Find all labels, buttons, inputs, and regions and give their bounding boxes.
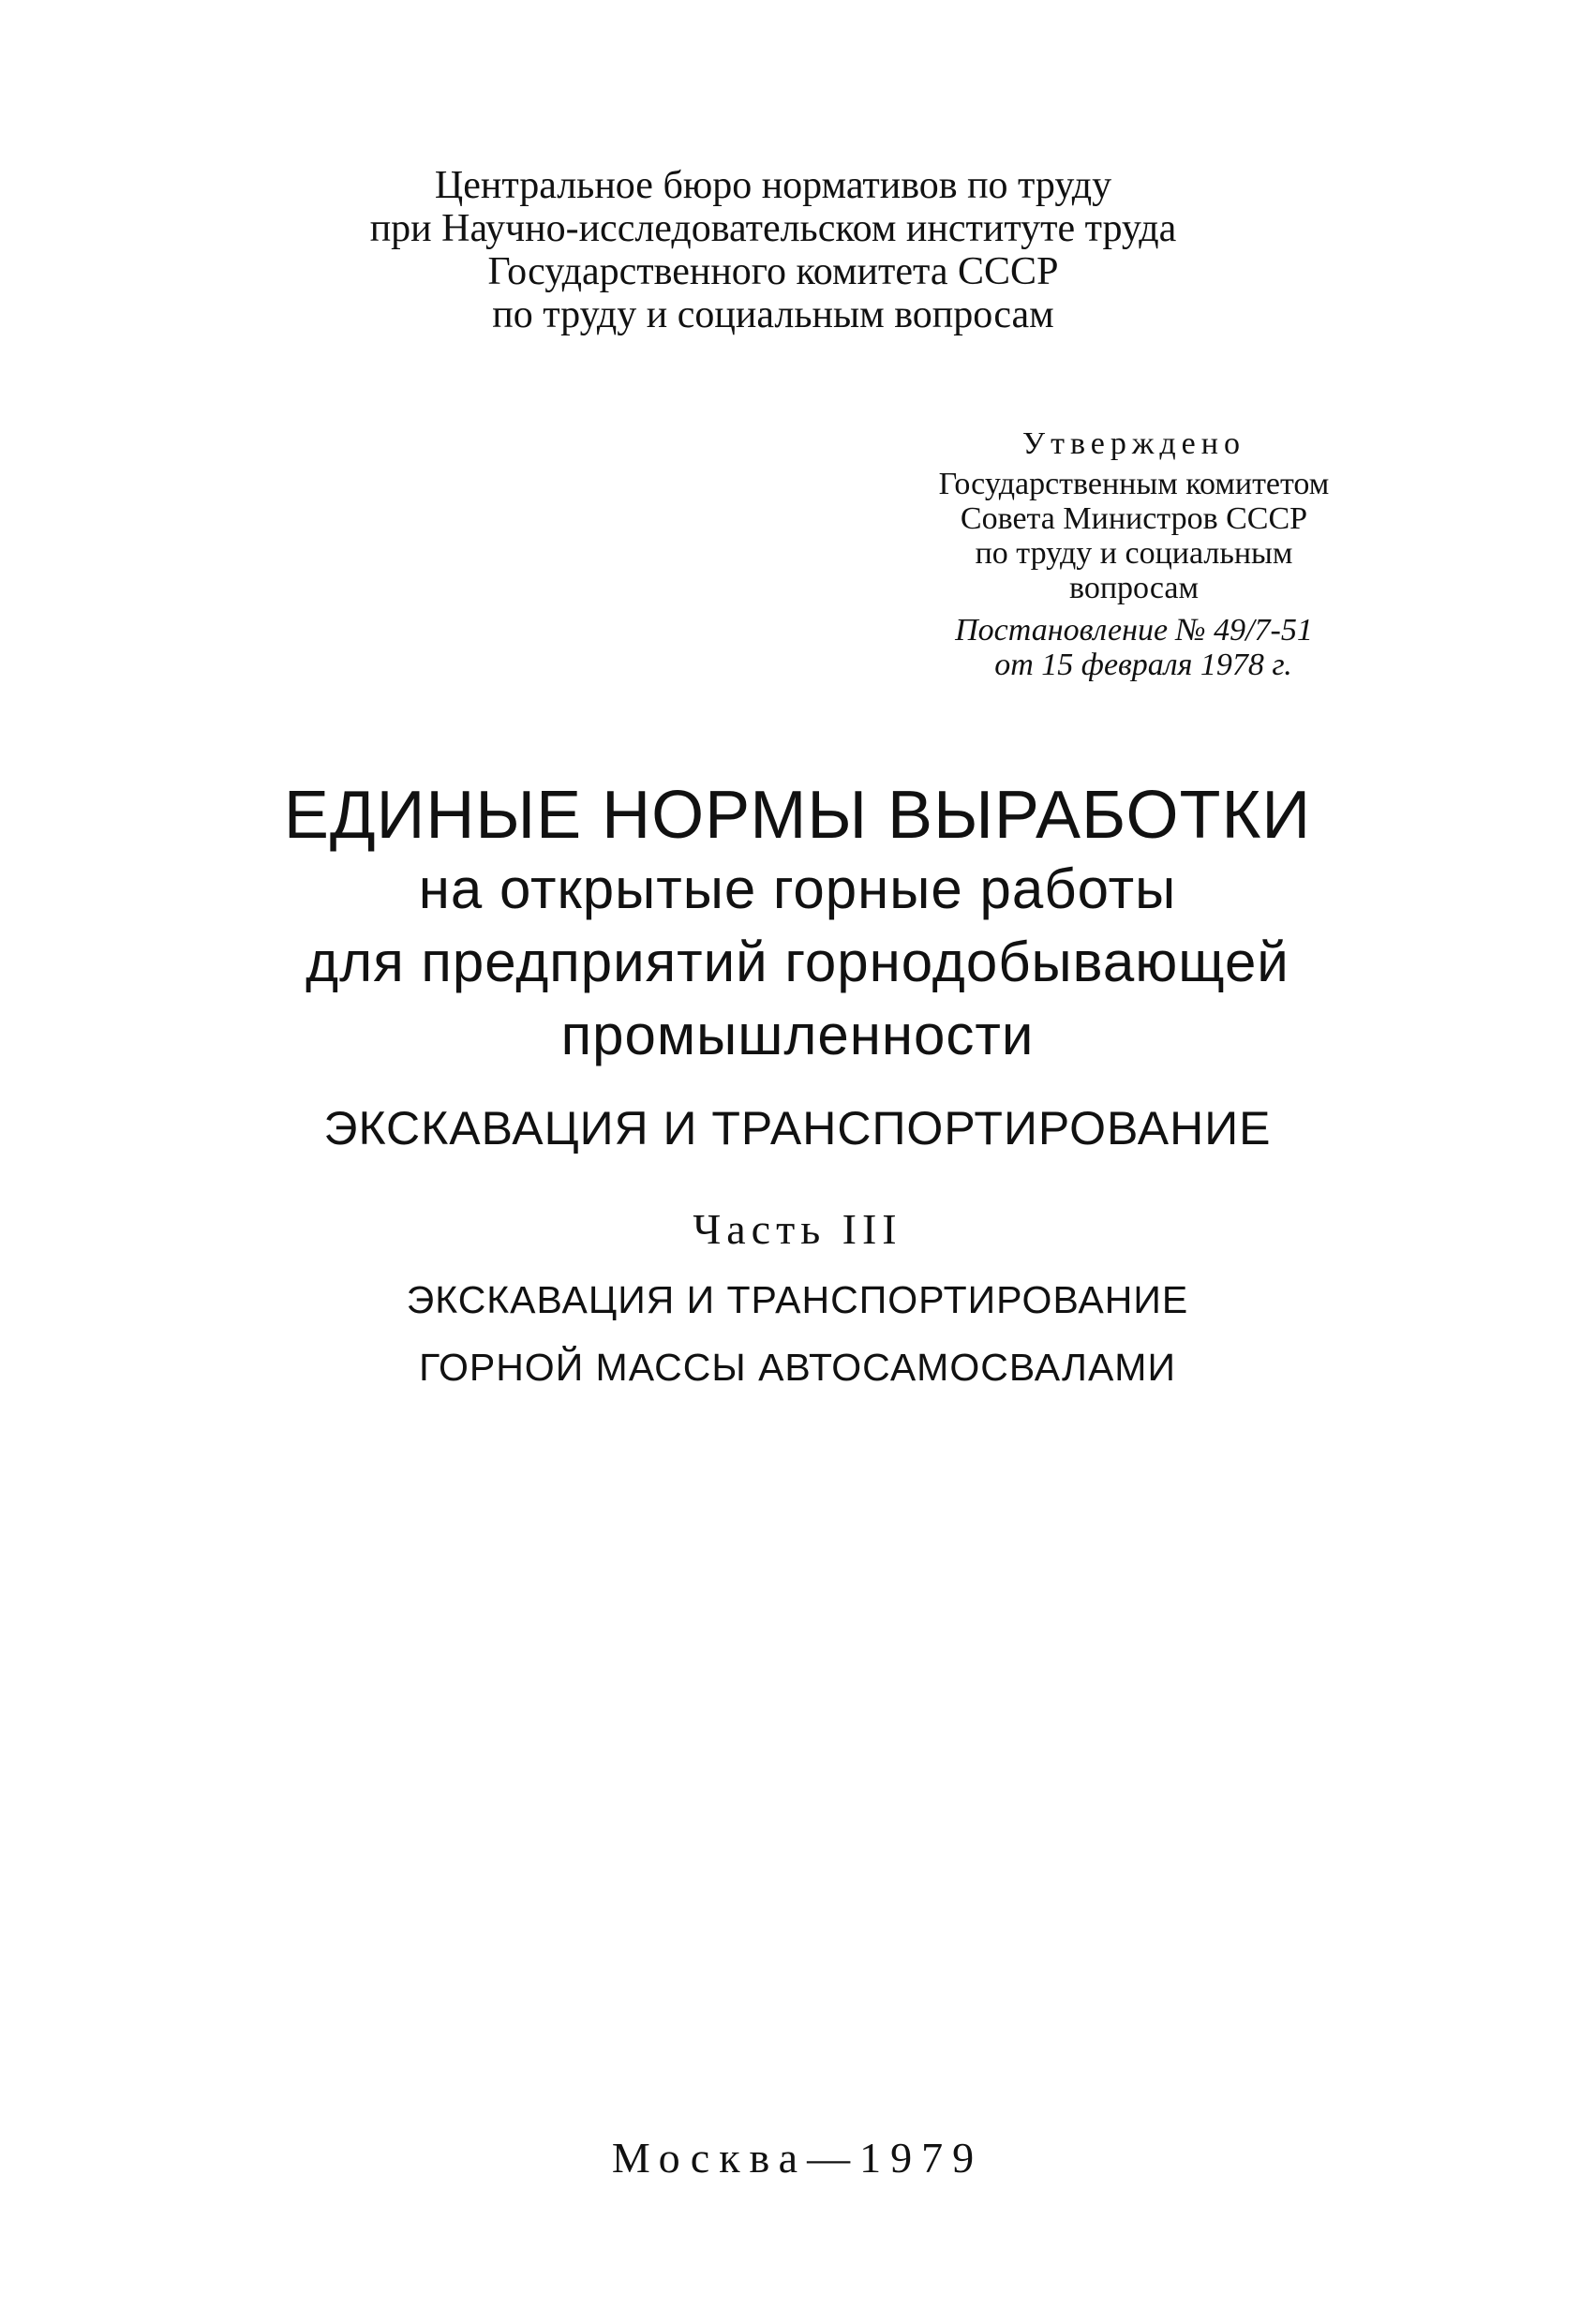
organization-line: при Научно-исследовательском институте труда — [369, 207, 1177, 250]
document-title: ЕДИНЫЕ НОРМЫ ВЫРАБОТКИ — [283, 778, 1312, 853]
approval-line: Совета Министров СССР — [960, 501, 1308, 536]
approval-block — [853, 426, 1415, 682]
part-title-line: ЭКСКАВАЦИЯ И ТРАНСПОРТИРОВАНИЕ — [406, 1278, 1189, 1321]
publication-imprint — [141, 2132, 1454, 2184]
document-subtitle-line: для предприятий горнодобывающей — [306, 931, 1289, 993]
part-number: Часть III — [693, 1205, 902, 1253]
document-subtitle-line: на открытые горные работы — [418, 857, 1177, 920]
document-subtitle-line: промышленности — [560, 1004, 1035, 1066]
organization-line: Государственного комитета СССР — [487, 250, 1059, 293]
part-title-line: ГОРНОЙ МАССЫ АВТОСАМОСВАЛАМИ — [419, 1346, 1176, 1389]
title-block — [141, 778, 1454, 1391]
approval-line: Государственным комитетом — [938, 467, 1330, 501]
approval-line: по труду и социальным — [975, 536, 1293, 571]
approved-label: Утверждено — [1022, 426, 1245, 461]
decree-date: от 15 февраля 1978 г. — [994, 648, 1292, 682]
organization-line: Центральное бюро нормативов по труду — [434, 164, 1112, 207]
section-title: ЭКСКАВАЦИЯ И ТРАНСПОРТИРОВАНИЕ — [323, 1102, 1272, 1155]
place-year: Москва—1979 — [611, 2134, 984, 2182]
approval-line: вопросам — [1069, 571, 1199, 605]
organization-block — [262, 164, 1284, 336]
organization-line: по труду и социальным вопросам — [492, 293, 1054, 336]
decree-number: Постановление № 49/7-51 — [955, 613, 1313, 648]
